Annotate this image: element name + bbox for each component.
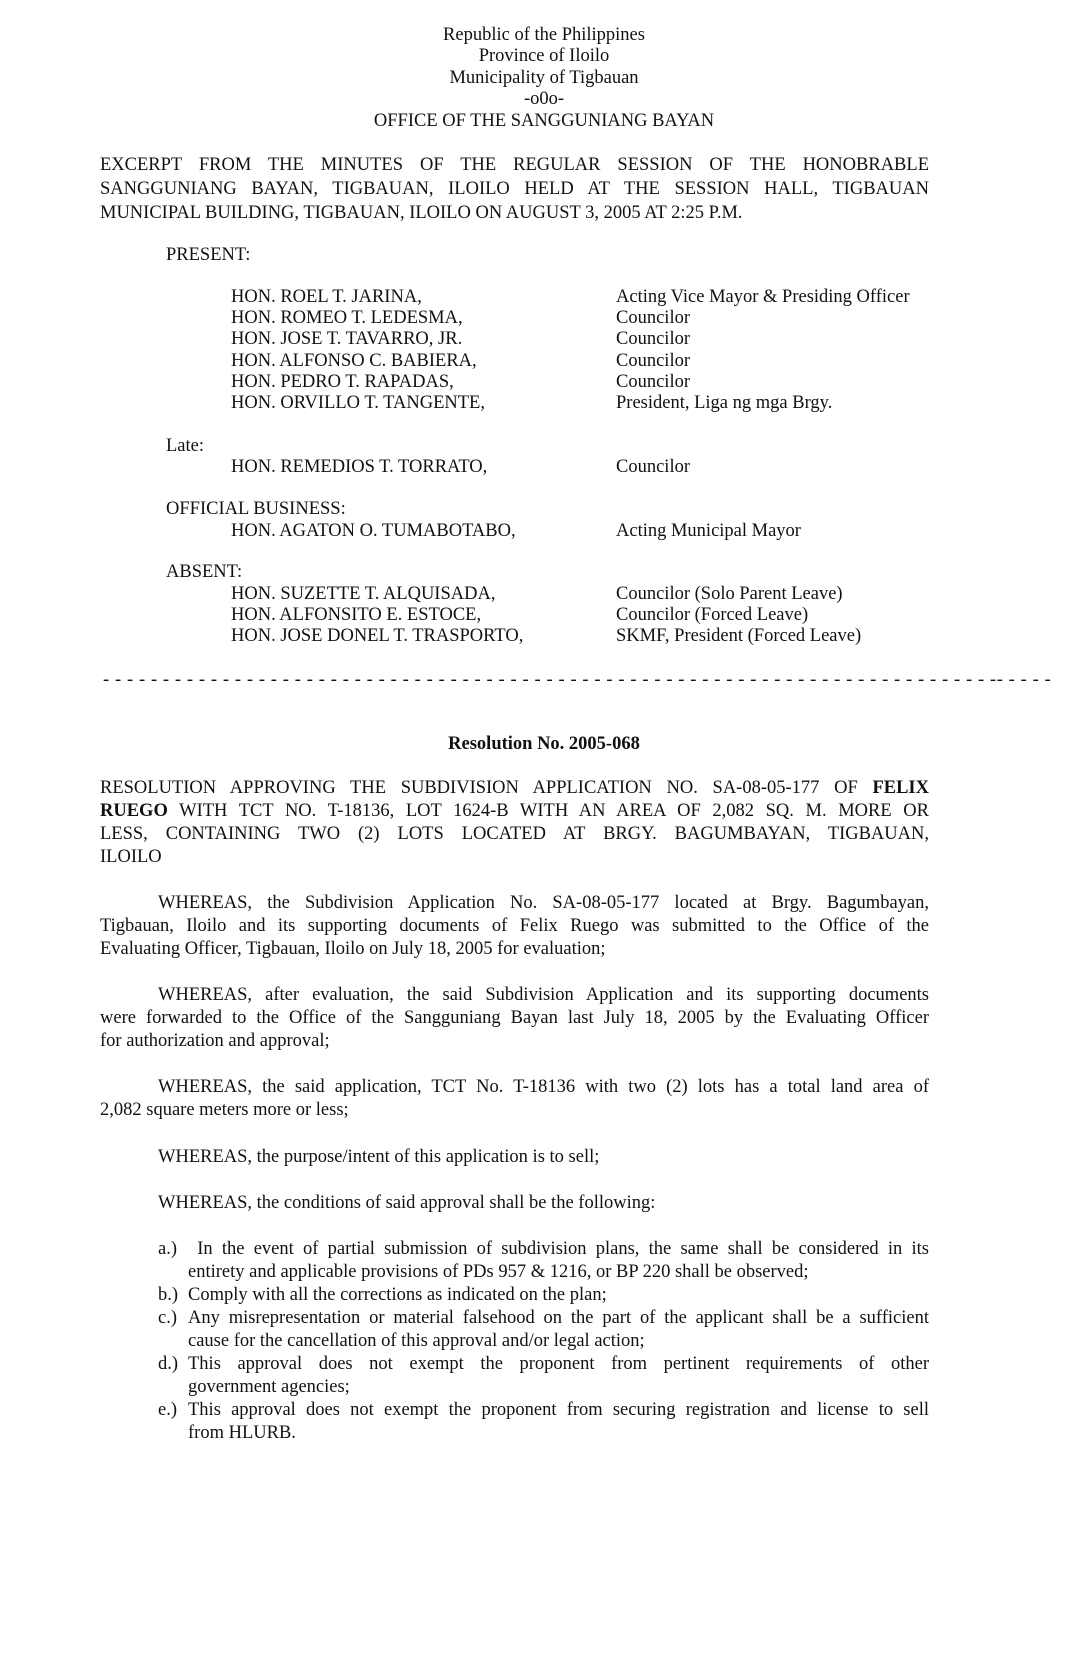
attendee-role: Councilor	[616, 350, 690, 371]
whereas-line: WHEREAS, after evaluation, the said Subdivision Application and its supporting documents	[158, 985, 929, 1005]
condition-text: cause for the cancellation of this approval and/or legal action;	[188, 1331, 645, 1351]
whereas-line: WHEREAS, the Subdivision Application No. SA-08-05-177 located at Brgy. Bagumbayan,	[158, 893, 929, 913]
excerpt-line: EXCERPT FROM THE MINUTES OF THE REGULAR SESSION OF THE HONOBRABLE	[100, 155, 929, 175]
title-text: RESOLUTION APPROVING THE SUBDIVISION APPLICATION NO. SA-08-05-177 OF	[100, 778, 873, 798]
condition-text: This approval does not exempt the proponent from pertinent requirements of other	[188, 1354, 929, 1374]
attendee-role: Acting Vice Mayor & Presiding Officer	[616, 287, 910, 307]
header-office: OFFICE OF THE SANGGUNIANG BAYAN	[373, 111, 715, 131]
section-divider: - - - - - - - - - - - - - - - - - - - - - - - - - - - - - - - - - - - - - - - - - - - - - - - - - - - - - - - - - - - - - - - - - - - - - - - - - - -- - - - -	[103, 670, 1052, 690]
header-separator: -o0o-	[523, 89, 565, 109]
whereas-line: Evaluating Officer, Tigbauan, Iloilo on July 18, 2005 for evaluation;	[100, 939, 606, 959]
attendee-name: HON. ROEL T. JARINA,	[231, 287, 422, 307]
condition-text: government agencies;	[188, 1377, 350, 1397]
attendee-role: Councilor	[616, 329, 690, 350]
condition-text: Any misrepresentation or material falsehood on the part of the applicant shall be a sufficient	[188, 1308, 929, 1328]
attendee-name: HON. JOSE T. TAVARRO, JR.	[231, 329, 463, 350]
whereas-line: Tigbauan, Iloilo and its supporting documents of Felix Ruego was submitted to the Office of the	[100, 916, 929, 936]
header-republic: Republic of the Philippines	[443, 25, 645, 45]
applicant-name: RUEGO	[100, 801, 168, 821]
title-text: WITH TCT NO. T-18136, LOT 1624-B WITH AN AREA OF 2,082 SQ. M. MORE OR	[167, 801, 929, 821]
attendee-role: SKMF, President (Forced Leave)	[616, 626, 862, 647]
applicant-name: FELIX	[872, 778, 929, 798]
condition-label: c.)	[158, 1308, 177, 1328]
condition-text: entirety and applicable provisions of PDs 957 & 1216, or BP 220 shall be observed;	[188, 1262, 809, 1282]
attendee-name: HON. ALFONSITO E. ESTOCE,	[231, 605, 482, 626]
present-label: PRESENT:	[166, 245, 251, 265]
attendee-name: HON. REMEDIOS T. TORRATO,	[231, 457, 488, 477]
official-business-label: OFFICIAL BUSINESS:	[166, 499, 346, 519]
attendee-name: HON. JOSE DONEL T. TRASPORTO,	[231, 626, 524, 647]
whereas-line: WHEREAS, the conditions of said approval shall be the following:	[158, 1193, 656, 1213]
whereas-line: WHEREAS, the purpose/intent of this application is to sell;	[158, 1147, 600, 1167]
condition-text: In the event of partial submission of subdivision plans, the same shall be considered in its	[188, 1239, 930, 1259]
attendee-name: HON. SUZETTE T. ALQUISADA,	[231, 584, 496, 604]
attendee-name: HON. ROMEO T. LEDESMA,	[231, 308, 463, 329]
attendee-role: Acting Municipal Mayor	[616, 521, 801, 541]
condition-text: This approval does not exempt the proponent from securing registration and license to sell	[188, 1400, 929, 1420]
resolution-title-line	[100, 824, 929, 845]
whereas-line: 2,082 square meters more or less;	[100, 1100, 349, 1120]
excerpt-line: MUNICIPAL BUILDING, TIGBAUAN, ILOILO ON AUGUST 3, 2005 AT 2:25 P.M.	[100, 203, 743, 223]
resolution-title-line	[100, 801, 929, 822]
resolution-number: Resolution No. 2005-068	[448, 734, 640, 754]
resolution-title-line	[100, 778, 929, 799]
attendee-role: Councilor	[616, 371, 690, 392]
condition-label: d.)	[158, 1354, 179, 1374]
header-province: Province of Iloilo	[478, 46, 610, 66]
late-label: Late:	[166, 436, 205, 456]
attendee-role: Councilor	[616, 308, 690, 329]
title-text: ILOILO	[100, 847, 162, 867]
attendee-name: HON. AGATON O. TUMABOTABO,	[231, 521, 516, 541]
excerpt-line: SANGGUNIANG BAYAN, TIGBAUAN, ILOILO HELD AT THE SESSION HALL, TIGBAUAN	[100, 179, 929, 199]
condition-label: e.)	[158, 1400, 177, 1420]
absent-label: ABSENT:	[166, 562, 243, 582]
attendee-role: Councilor (Forced Leave)	[616, 605, 809, 626]
attendee-role: Councilor (Solo Parent Leave)	[616, 584, 843, 604]
attendee-name: HON. PEDRO T. RAPADAS,	[231, 371, 454, 392]
resolution-title-line	[100, 847, 929, 868]
header-municipality: Municipality of Tigbauan	[449, 68, 639, 88]
condition-text: from HLURB.	[188, 1423, 296, 1443]
attendee-role: President, Liga ng mga Brgy.	[616, 393, 833, 413]
attendee-role: Councilor	[616, 457, 690, 477]
whereas-line: for authorization and approval;	[100, 1031, 330, 1051]
condition-text: Comply with all the corrections as indicated on the plan;	[188, 1285, 607, 1305]
title-text: LESS, CONTAINING TWO (2) LOTS LOCATED AT BRGY. BAGUMBAYAN, TIGBAUAN,	[100, 824, 929, 844]
condition-label: a.)	[158, 1239, 177, 1259]
attendee-name: HON. ALFONSO C. BABIERA,	[231, 350, 477, 371]
condition-label: b.)	[158, 1285, 179, 1305]
attendee-name: HON. ORVILLO T. TANGENTE,	[231, 393, 485, 413]
whereas-line: were forwarded to the Office of the Sangguniang Bayan last July 18, 2005 by the Evaluating Officer	[100, 1008, 929, 1028]
whereas-line: WHEREAS, the said application, TCT No. T-18136 with two (2) lots has a total land area of	[158, 1077, 929, 1097]
